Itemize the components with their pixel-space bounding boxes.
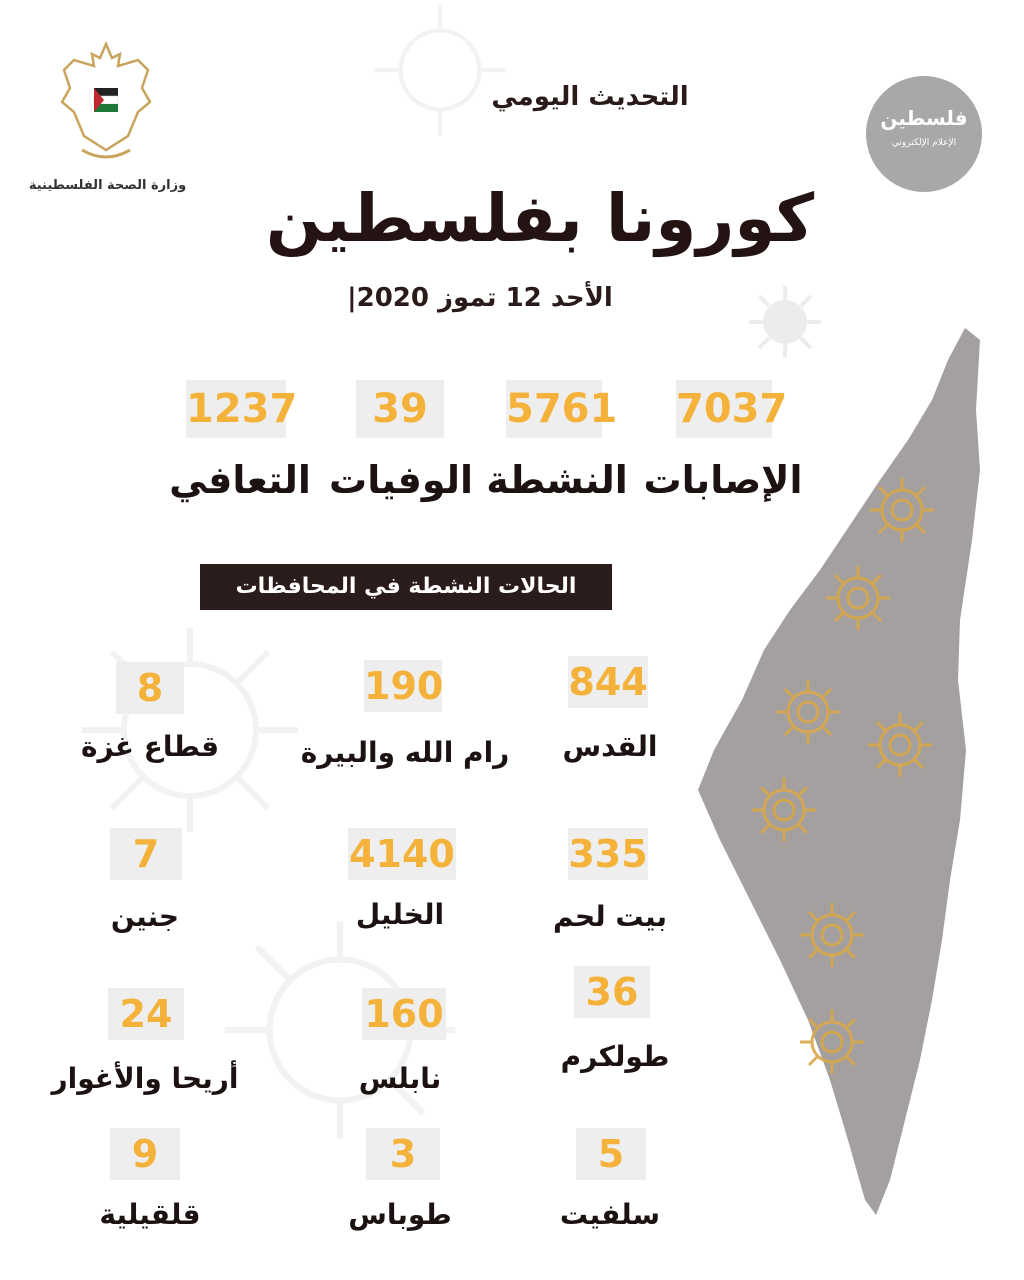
gov-value-tulkarm: 36 <box>574 966 650 1018</box>
gov-value-hebron: 4140 <box>348 828 456 880</box>
stat-label-deaths: الوفيات <box>329 458 473 502</box>
daily-update-heading: التحديث اليومي <box>491 82 689 112</box>
gov-name-jericho: أريحا والأغوار <box>51 1062 239 1095</box>
stat-label-active: النشطة <box>486 458 628 502</box>
gov-value-gaza: 8 <box>116 662 184 714</box>
gov-value-tubas: 3 <box>366 1128 440 1180</box>
virus-background-icon <box>330 0 550 140</box>
page-title: كورونا بفلسطين <box>265 180 815 257</box>
section-title: الحالات النشطة في المحافظات <box>200 564 612 610</box>
gov-value-salfit: 5 <box>576 1128 646 1180</box>
stat-value-recovered: 1237 <box>186 380 286 438</box>
gov-name-ramallah: رام الله والبيرة <box>300 736 510 769</box>
gov-name-salfit: سلفيت <box>559 1198 661 1231</box>
gov-value-jenin: 7 <box>110 828 182 880</box>
stat-value-deaths: 39 <box>356 380 444 438</box>
gov-value-qalqilya: 9 <box>110 1128 180 1180</box>
gov-name-jenin: جنين <box>110 900 180 933</box>
stat-value-active: 5761 <box>506 380 602 438</box>
gov-name-tubas: طوباس <box>348 1198 452 1231</box>
news-logo <box>866 76 982 192</box>
gov-name-gaza: قطاع غزة <box>80 730 220 763</box>
gov-value-ramallah: 190 <box>364 660 442 712</box>
gov-name-bethlehem: بيت لحم <box>553 900 667 933</box>
date-label: الأحد 12 تموز 2020| <box>347 283 613 313</box>
palestine-map <box>680 320 1000 1220</box>
gov-value-alquds: 844 <box>568 656 648 708</box>
ministry-name: وزارة الصحة الفلسطينية <box>28 178 187 193</box>
gov-name-tulkarm: طولكرم <box>560 1040 670 1073</box>
stat-value-infections: 7037 <box>676 380 772 438</box>
gov-value-nablus: 160 <box>362 988 446 1040</box>
stat-label-infections: الإصابات <box>643 458 803 502</box>
eagle-emblem-icon <box>58 40 154 165</box>
gov-value-jericho: 24 <box>108 988 184 1040</box>
gov-name-nablus: نابلس <box>358 1062 442 1095</box>
gov-name-alquds: القدس <box>562 730 658 763</box>
logo-main-text: فلسطين <box>880 106 968 130</box>
logo-sub-text: الإعلام الإلكتروني <box>891 138 957 148</box>
stat-label-recovered: التعافي <box>169 458 311 502</box>
gov-value-bethlehem: 335 <box>568 828 648 880</box>
gov-name-hebron: الخليل <box>355 898 445 931</box>
gov-name-qalqilya: قلقيلية <box>99 1198 201 1231</box>
virus-background-icon <box>180 900 500 1160</box>
